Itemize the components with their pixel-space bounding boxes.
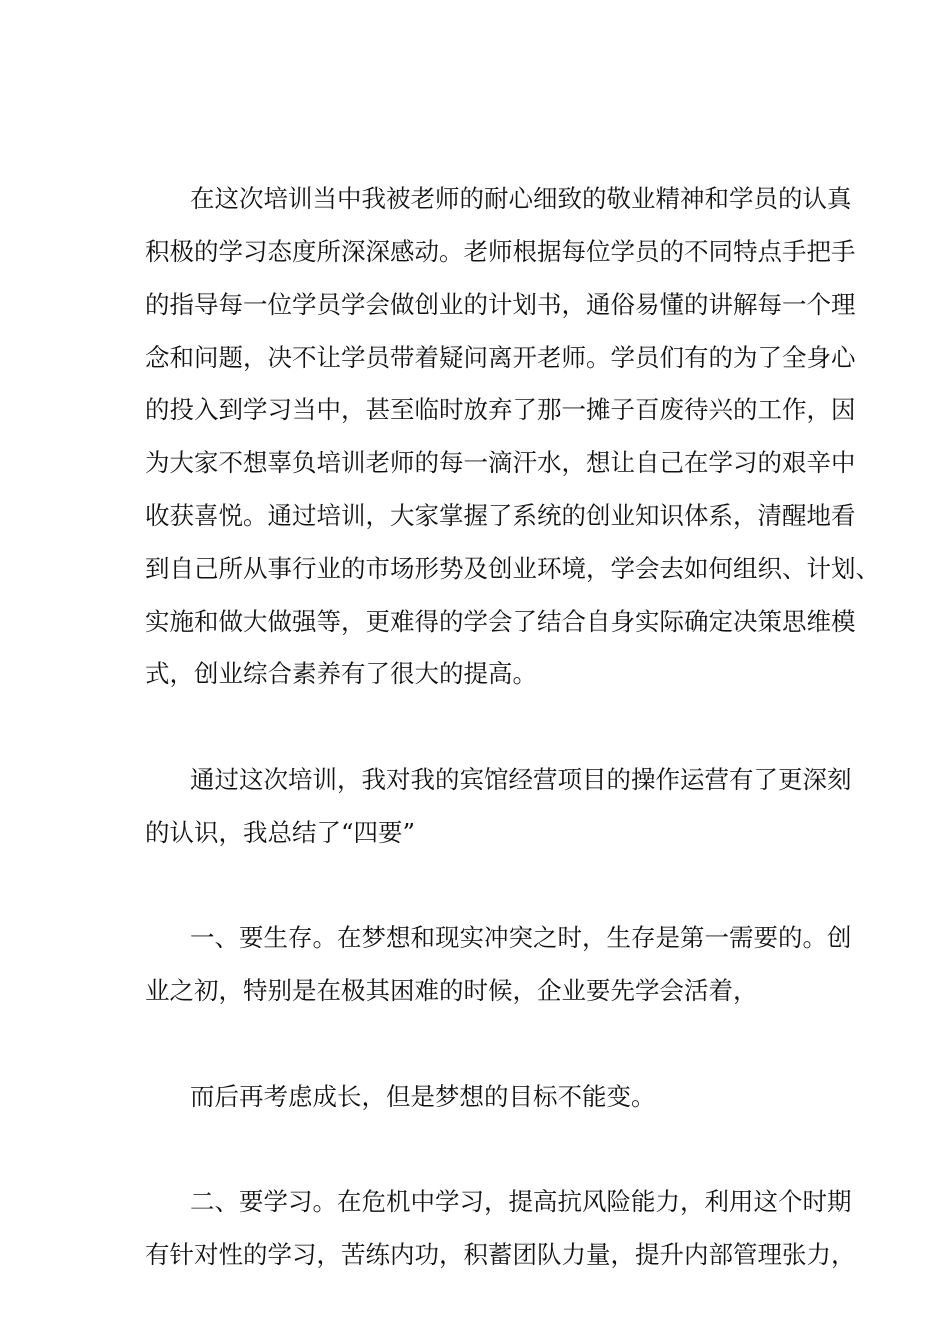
text-line: 到自己所从事行业的市场形势及创业环境，学会去如何组织、计划、 xyxy=(145,554,880,583)
text-line: 通过这次培训，我对我的宾馆经营项目的操作运营有了更深刻 xyxy=(190,765,852,794)
text-line: 而后再考虑成长，但是梦想的目标不能变。 xyxy=(190,1082,656,1111)
text-line: 的认识，我总结了“四要” xyxy=(145,818,416,847)
text-line: 的指导每一位学员学会做创业的计划书，通俗易懂的讲解每一个理 xyxy=(145,290,856,319)
text-line: 积极的学习态度所深深感动。老师根据每位学员的不同特点手把手 xyxy=(145,237,856,266)
text-line: 式，创业综合素养有了很大的提高。 xyxy=(145,659,537,688)
text-line: 有针对性的学习，苦练内功，积蓄团队力量，提升内部管理张力， xyxy=(145,1240,856,1269)
text-line: 的投入到学习当中，甚至临时放弃了那一摊子百废待兴的工作，因 xyxy=(145,395,856,424)
text-line: 念和问题，决不让学员带着疑问离开老师。学员们有的为了全身心 xyxy=(145,343,856,372)
text-line: 在这次培训当中我被老师的耐心细致的敬业精神和学员的认真 xyxy=(190,184,852,213)
text-line: 为大家不想辜负培训老师的每一滴汗水，想让自己在学习的艰辛中 xyxy=(145,448,856,477)
text-line: 二、要学习。在危机中学习，提高抗风险能力，利用这个时期 xyxy=(190,1187,852,1216)
text-line: 一、要生存。在梦想和现实冲突之时，生存是第一需要的。创 xyxy=(190,923,852,952)
text-line: 实施和做大做强等，更难得的学会了结合自身实际确定决策思维模 xyxy=(145,607,856,636)
text-line: 收获喜悦。通过培训，大家掌握了系统的创业知识体系，清醒地看 xyxy=(145,501,856,530)
text-line: 业之初，特别是在极其困难的时候，企业要先学会活着， xyxy=(145,976,758,1005)
